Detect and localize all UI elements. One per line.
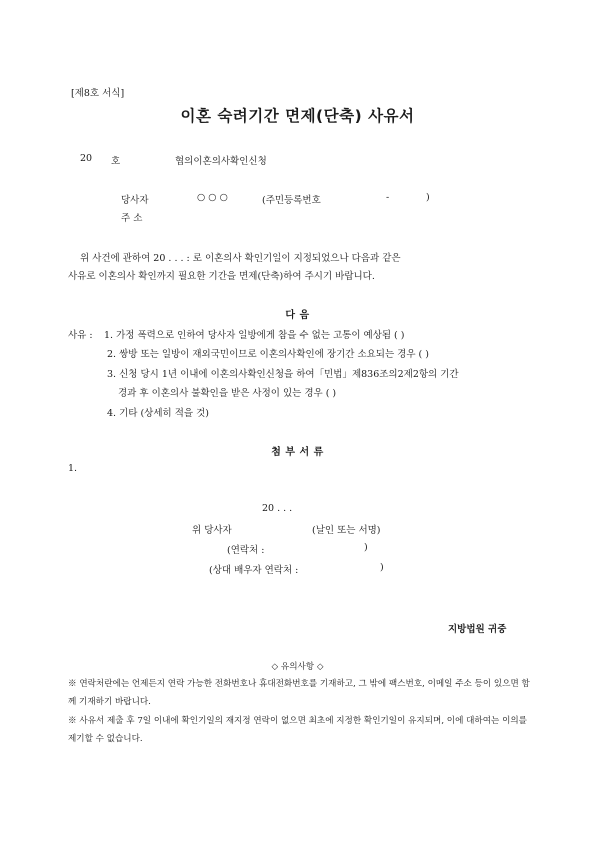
reason-item-2: 2. 쌍방 또는 일방이 재외국민이므로 이혼의사확인에 장기간 소요되는 경우 ( ): [107, 349, 429, 360]
spouse-contact-label: (상대 배우자 연락처 :: [209, 565, 299, 576]
notice-item: ※ 사유서 제출 후 7일 이내에 확인기일의 재지정 연락이 없으면 최초에 지정한 확인기일이 유지되며, 이에 대하여는 이의를 제기할 수 없습니다.: [68, 716, 527, 744]
attachment-item: 1.: [68, 463, 78, 474]
case-number-label: 호: [111, 156, 121, 167]
signer-label: 위 당사자: [192, 525, 232, 536]
party-id-label: (주민등록번호: [262, 195, 321, 206]
signer-seal: (날인 또는 서명): [312, 525, 381, 536]
spouse-contact-close: ): [380, 562, 384, 573]
party-label: 당사자: [121, 195, 149, 206]
reason-item-3: 3. 신청 당시 1년 이내에 이혼의사확인신청을 하여「민법」제836조의2제2항의 기간: [107, 369, 459, 380]
attachments-heading: 첨 부 서 류: [271, 447, 324, 458]
case-name: 협의이혼의사확인신청: [175, 156, 267, 167]
party-id-dash: -: [386, 192, 390, 203]
reason-item-4: 4. 기타 (상세히 적을 것): [107, 408, 209, 419]
intro-text-line-2: 사유로 이혼의사 확인까지 필요한 기간을 면제(단축)하여 주시기 바랍니다.: [68, 271, 375, 282]
notice-item: ※ 연락처란에는 언제든지 연락 가능한 전화번호나 휴대전화번호를 기재하고, 그 밖에 팩스번호, 이메일 주소 등이 있으면 함께 기재하기 바랍니다.: [68, 679, 530, 707]
form-number-label: [제8호 서식]: [71, 88, 125, 99]
signer-contact-label: (연락처 :: [227, 545, 265, 556]
reason-prefix: 사유 :: [68, 330, 93, 341]
party-address-label: 주 소: [121, 213, 143, 224]
next-heading: 다 음: [285, 310, 310, 321]
reason-item-3-continued: 경과 후 이혼의사 불확인을 받은 사정이 있는 경우 ( ): [118, 388, 337, 399]
notice-heading: ◇ 유의사항 ◇: [271, 662, 324, 672]
signer-contact-close: ): [364, 542, 368, 553]
court-addressee: 지방법원 귀중: [448, 624, 507, 635]
party-name-circles: ○ ○ ○: [197, 192, 228, 203]
party-id-close: ): [426, 192, 430, 203]
date-line: 20 . . .: [262, 503, 293, 514]
reason-item-1: 1. 가정 폭력으로 인하여 당사자 일방에게 참을 수 없는 고통이 예상됨 ( ): [104, 330, 405, 341]
document-title: 이혼 숙려기간 면제(단축) 사유서: [180, 107, 415, 125]
case-year-label: 20: [80, 153, 93, 164]
intro-text-line-1: 위 사건에 관하여 20 . . . : 로 이혼의사 확인기일이 지정되었으나 다음과 같은: [80, 253, 401, 264]
